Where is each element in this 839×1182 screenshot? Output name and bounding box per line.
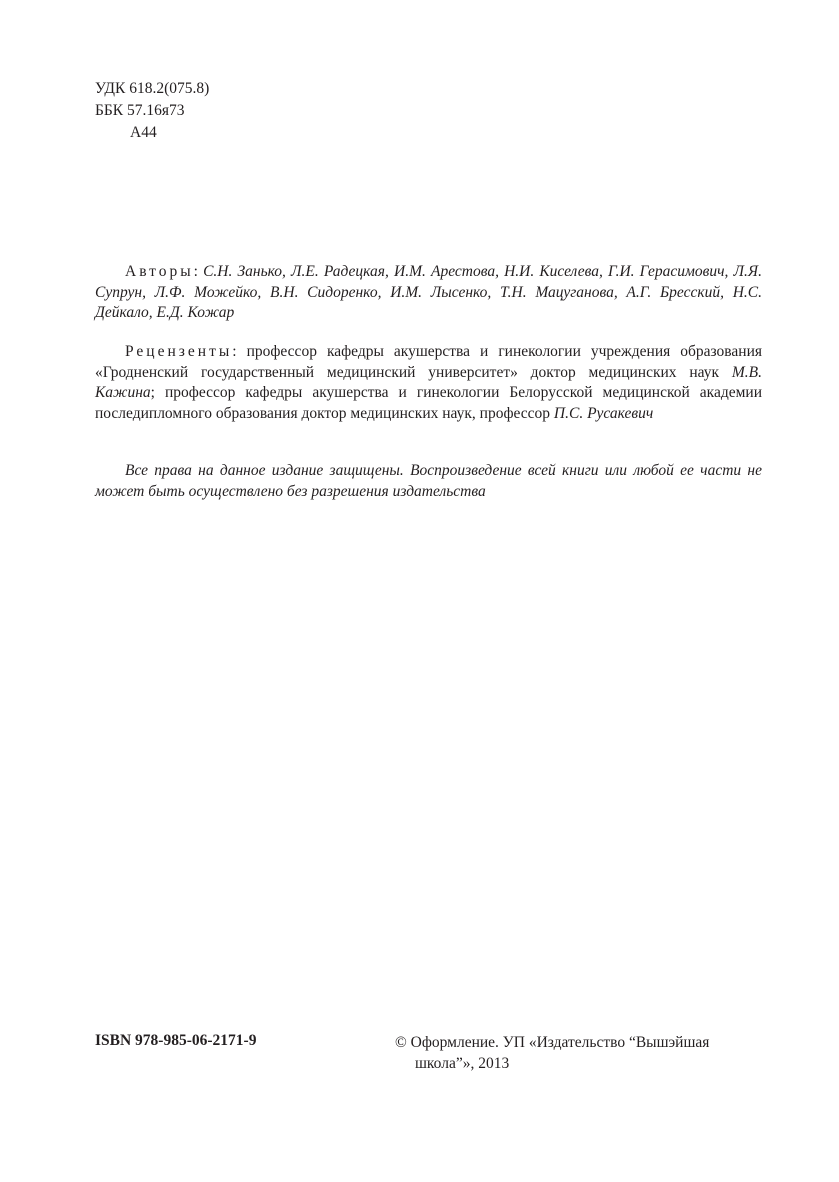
authors-colon: :	[193, 263, 204, 280]
reviewers-colon: :	[232, 343, 247, 360]
authors-names: С.Н. Занько, Л.Е. Радецкая, И.М. Арестова, Н.И. Киселева, Г.И. Герасимович, Л.Я. Супрун, Л.Ф. Можейко, В.Н. Сидоренко, И.М. Лысенко, Т.Н. Мацуганова, А.Г. Бресский, Н.С. Дейкало, Е.Д. Кожар	[95, 263, 762, 321]
author-mark: А44	[130, 124, 157, 141]
reviewer-2-position: ; профессор кафедры акушерства и гинекологии Белорусской медицинской академии последипломного образования доктор медицинских наук, профессор	[95, 384, 762, 422]
copyright-line-2: школа”», 2013	[415, 1055, 510, 1072]
authors-label: Авторы	[125, 263, 194, 280]
reviewers-label: Рецензенты	[125, 343, 233, 360]
udk-code: УДК 618.2(075.8)	[95, 80, 210, 97]
reviewer-1-position: профессор кафедры акушерства и гинекологии учреждения образования «Гродненский государственный медицинский университет» доктор медицинских наук	[95, 343, 762, 381]
reviewers-paragraph	[95, 342, 762, 424]
classification-codes	[95, 78, 209, 144]
copyright-notice	[395, 1032, 765, 1074]
bbk-code: ББК 57.16я73	[95, 102, 185, 119]
reviewer-2-name: П.С. Русакевич	[553, 404, 654, 422]
isbn: ISBN 978-985-06-2171-9	[95, 1032, 257, 1049]
reviewer-1-name: М.В. Кажина	[95, 363, 762, 401]
copyright-line-1: © Оформление. УП «Издательство “Вышэйшая	[395, 1034, 710, 1051]
authors-paragraph	[95, 262, 762, 324]
rights-notice: Все права на данное издание защищены. Воспроизведение всей книги или любой ее части не может быть осуществлено без разрешения издательства	[95, 462, 762, 500]
